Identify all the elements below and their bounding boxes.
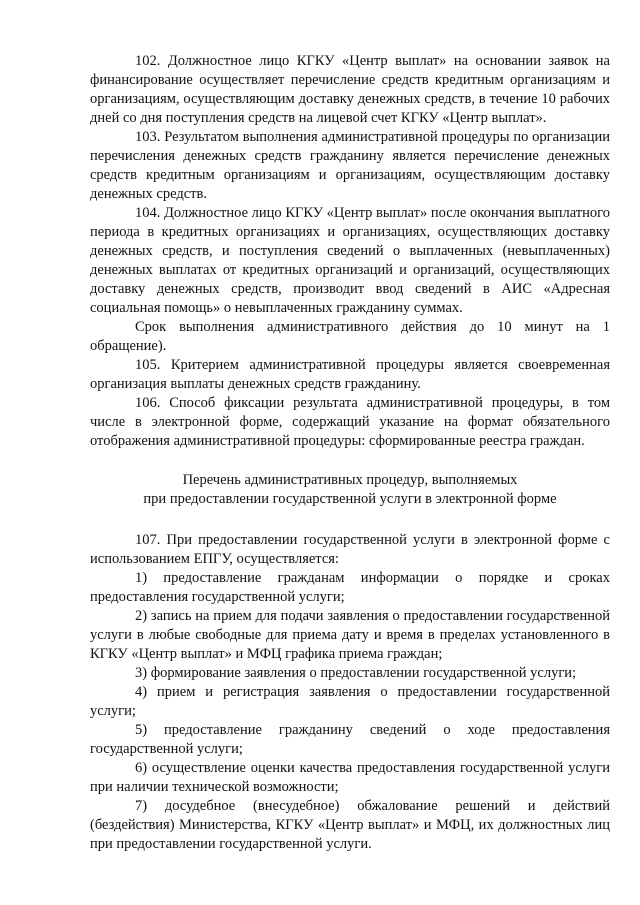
paragraph-deadline: Срок выполнения административного действия до 10 минут на 1 обращение).	[90, 319, 610, 354]
list-item-3: 3) формирование заявления о предоставлении государственной услуги;	[135, 665, 577, 681]
list-item-7: 7) досудебное (внесудебное) обжалование решений и действий (бездействия) Министерства, КГКУ «Центр выплат» и МФЦ, их должностных лиц при предоставлении государственной услуги.	[90, 798, 610, 852]
list-item-1: 1) предоставление гражданам информации о порядке и сроках предоставления государственной услуги;	[90, 570, 610, 605]
paragraph-103: 103. Результатом выполнения административной процедуры по организации перечисления денежных средств гражданину является перечисление денежных средств кредитным организациям и организациям, осуществляющим доставку денежных средств.	[90, 129, 610, 202]
paragraph-105: 105. Критерием административной процедуры является своевременная организация выплаты денежных средств гражданину.	[90, 357, 610, 392]
list-item-6: 6) осуществление оценки качества предоставления государственной услуги при наличии технической возможности;	[90, 760, 610, 795]
section-heading-line-1: Перечень административных процедур, выполняемых	[182, 472, 518, 488]
paragraph-107: 107. При предоставлении государственной услуги в электронной форме с использованием ЕПГУ, осуществляется:	[90, 532, 610, 567]
paragraph-106: 106. Способ фиксации результата административной процедуры, в том числе в электронной форме, содержащий указание на формат обязательного отображения административной процедуры: сформированные реестра граждан.	[90, 395, 610, 449]
paragraph-102: 102. Должностное лицо КГКУ «Центр выплат» на основании заявок на финансирование осуществляет перечисление средств кредитным организациям и организациям, осуществляющим доставку денежных средств, в течение 10 рабочих дней со дня поступления средств на лицевой счет КГКУ «Центр выплат».	[90, 53, 610, 126]
section-heading	[90, 471, 610, 509]
list-item-2: 2) запись на прием для подачи заявления о предоставлении государственной услуги в любые свободные для приема дату и время в пределах установленного в КГКУ «Центр выплат» и МФЦ графика приема граждан;	[90, 608, 610, 662]
list-item-5: 5) предоставление гражданину сведений о ходе предоставления государственной услуги;	[90, 722, 610, 757]
document-body	[90, 52, 610, 854]
paragraph-104: 104. Должностное лицо КГКУ «Центр выплат» после окончания выплатного периода в кредитных организациях и организациях, осуществляющих доставку денежных средств, и поступления сведений о выплаченных (невыплаченных) денежных выплатах от кредитных организаций и организаций, осуществляющих доставку денежных средств, производит ввод сведений в АИС «Адресная социальная помощь» о невыплаченных гражданину суммах.	[90, 205, 610, 316]
section-heading-line-2: при предоставлении государственной услуги в электронной форме	[143, 491, 557, 507]
list-item-4: 4) прием и регистрация заявления о предоставлении государственной услуги;	[90, 684, 610, 719]
